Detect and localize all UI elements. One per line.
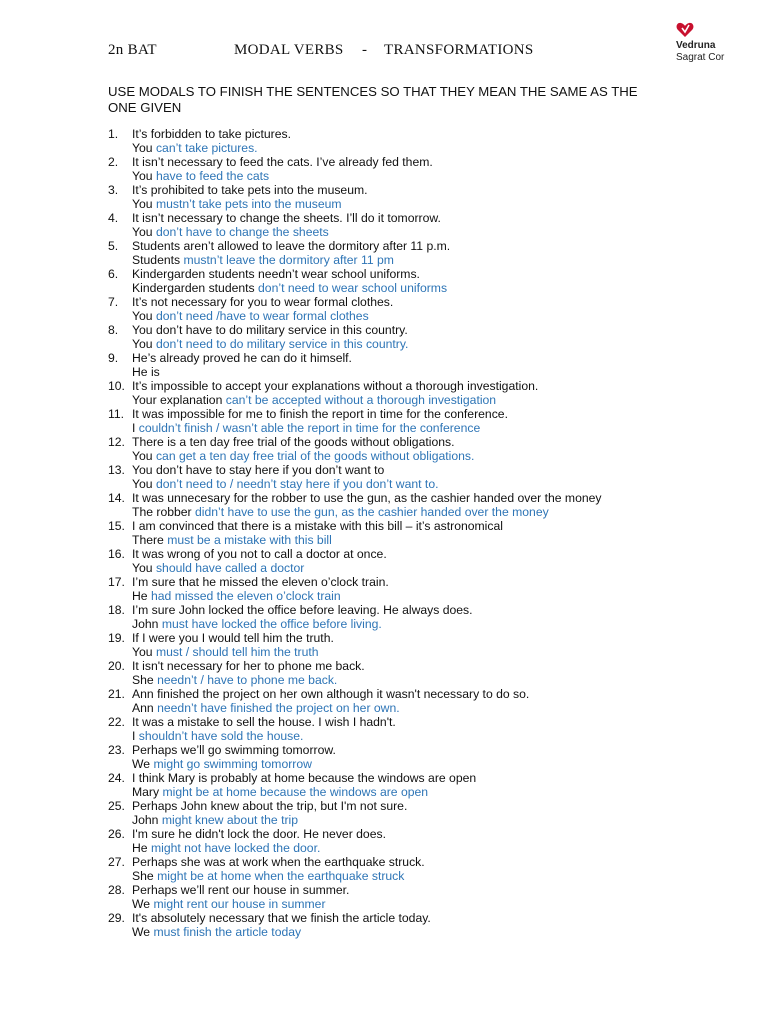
item-number: 7. [108,295,119,309]
item-question: Ann finished the project on her own although it wasn't necessary to do so. [132,687,530,701]
item-question: It was a mistake to sell the house. I wish I hadn't. [132,715,396,729]
item-question: It's absolutely necessary that we finish the article today. [132,911,431,925]
exercise-item [108,435,668,463]
item-number: 25. [108,799,125,813]
exercise-item [108,715,668,743]
item-number: 12. [108,435,125,449]
answer-text: needn’t / have to phone me back. [157,673,338,687]
answer-prefix: We [132,757,154,771]
item-question: I am convinced that there is a mistake with this bill – it’s astronomical [132,519,503,533]
exercise-item [108,771,668,799]
item-answer-line [132,253,394,267]
item-number: 4. [108,211,119,225]
item-number: 2. [108,155,119,169]
answer-text: have to feed the cats [155,169,270,183]
answer-prefix: You [132,449,156,463]
item-answer-line [132,645,319,659]
item-answer-line [132,757,312,771]
item-answer-line [132,589,341,603]
answer-text: can’t take pictures. [155,141,258,155]
item-question: Perhaps we’ll rent our house in summer. [132,883,350,897]
answer-text: needn’t have finished the project on her own. [157,701,400,715]
exercise-item [108,799,668,827]
exercise-item [108,295,668,323]
item-question: You don’t have to do military service in this country. [132,323,408,337]
page-header [108,42,668,64]
item-answer-line [132,421,480,435]
item-number: 8. [108,323,119,337]
answer-text: mustn’t take pets into the museum [155,197,342,211]
item-question: It’s forbidden to take pictures. [132,127,291,141]
answer-prefix: Students [132,253,184,267]
answer-text: might not have locked the door. [150,841,321,855]
item-answer-line [132,925,301,939]
answer-prefix: We [132,925,154,939]
answer-text: must have locked the office before living. [161,617,382,631]
answer-text: shouldn’t have sold the house. [138,729,304,743]
item-answer-line [132,673,337,687]
answer-text: don’t need to wear school uniforms [258,281,448,295]
item-number: 23. [108,743,125,757]
item-question: I’m sure that he missed the eleven o’clock train. [132,575,389,589]
item-answer-line [132,337,408,351]
answer-text: had missed the eleven o’clock train [150,589,341,603]
logo-text-line1: Vedruna [676,40,716,51]
item-question: It’s impossible to accept your explanations without a thorough investigation. [132,379,539,393]
item-question: There is a ten day free trial of the goods without obligations. [132,435,455,449]
item-answer-line [132,729,303,743]
exercise-list [108,127,668,939]
exercise-item [108,659,668,687]
answer-prefix: I [132,421,139,435]
answer-prefix: We [132,897,154,911]
school-logo [676,22,768,66]
item-number: 9. [108,351,119,365]
answer-text: didn’t have to use the gun, as the cashier handed over the money [195,505,549,519]
answer-text: can’t be accepted without a thorough investigation [225,393,497,407]
item-number: 16. [108,547,125,561]
answer-text: might be at home because the windows are open [162,785,429,799]
item-number: 20. [108,659,125,673]
item-number: 28. [108,883,125,897]
item-number: 14. [108,491,125,505]
item-answer-line [132,869,404,883]
answer-prefix: He [132,841,151,855]
item-number: 17. [108,575,125,589]
answer-prefix: He [132,589,151,603]
item-answer-line [132,561,304,575]
logo-text-line2: Sagrat Cor [676,52,725,63]
item-answer-line [132,281,447,295]
answer-text: don’t need /have to wear formal clothes [155,309,369,323]
answer-prefix: Ann [132,701,158,715]
answer-prefix: You [132,197,156,211]
item-answer-line [132,169,269,183]
exercise-item [108,155,668,183]
item-question: You don’t have to stay here if you don’t want to [132,463,385,477]
document-title: MODAL VERBS [234,42,344,58]
item-question: It isn’t necessary to feed the cats. I’ve already fed them. [132,155,433,169]
exercise-item [108,883,668,911]
exercise-item [108,127,668,155]
answer-text: mustn’t leave the dormitory after 11 pm [183,253,394,267]
answer-text: don’t have to change the sheets [155,225,329,239]
document-subtitle: TRANSFORMATIONS [384,42,534,58]
answer-prefix: You [132,337,156,351]
item-answer-line [132,225,329,239]
answer-prefix: There [132,533,168,547]
exercise-item [108,267,668,295]
item-question: It was wrong of you not to call a doctor at once. [132,547,387,561]
exercise-item [108,323,668,351]
item-answer-line [132,701,400,715]
item-question: It’s not necessary for you to wear formal clothes. [132,295,394,309]
exercise-item [108,547,668,575]
answer-text: can get a ten day free trial of the goods without obligations. [155,449,475,463]
answer-text: must finish the article today [153,925,302,939]
answer-prefix: She [132,673,158,687]
item-question: I think Mary is probably at home because the windows are open [132,771,477,785]
answer-prefix: The robber [132,505,196,519]
answer-text: might go swimming tomorrow [153,757,312,771]
item-question: Perhaps John knew about the trip, but I'm not sure. [132,799,408,813]
exercise-item [108,827,668,855]
item-number: 10. [108,379,125,393]
answer-prefix: John [132,813,162,827]
item-question: He’s already proved he can do it himself. [132,351,352,365]
answer-prefix: You [132,645,156,659]
item-number: 5. [108,239,119,253]
instructions: USE MODALS TO FINISH THE SENTENCES SO THAT THEY MEAN THE SAME AS THE ONE GIVEN [108,84,638,115]
item-number: 3. [108,183,119,197]
exercise-item [108,351,668,379]
item-question: Perhaps we’ll go swimming tomorrow. [132,743,336,757]
item-answer-line [132,533,332,547]
answer-prefix: Mary [132,785,163,799]
answer-text: must be a mistake with this bill [167,533,332,547]
answer-prefix: He is [132,365,160,379]
item-question: It’s prohibited to take pets into the museum. [132,183,368,197]
answer-text: should have called a doctor [155,561,305,575]
exercise-item [108,855,668,883]
item-number: 21. [108,687,125,701]
item-question: It was unnecesary for the robber to use the gun, as the cashier handed over the money [132,491,602,505]
item-answer-line [132,197,342,211]
item-answer-line [132,897,326,911]
item-answer-line [132,617,382,631]
answer-prefix: John [132,617,162,631]
item-answer-line [132,813,298,827]
exercise-item [108,239,668,267]
answer-text: don’t need to do military service in this country. [155,337,409,351]
item-question: Kindergarden students needn’t wear school uniforms. [132,267,420,281]
item-answer-line [132,477,439,491]
exercise-item [108,631,668,659]
item-number: 15. [108,519,125,533]
answer-text: might rent our house in summer [153,897,326,911]
item-number: 29. [108,911,125,925]
item-question: If I were you I would tell him the truth. [132,631,334,645]
item-number: 11. [108,407,125,421]
exercise-item [108,379,668,407]
item-number: 22. [108,715,125,729]
exercise-item [108,407,668,435]
exercise-item [108,211,668,239]
item-number: 24. [108,771,125,785]
item-answer-line [132,309,369,323]
exercise-item [108,491,668,519]
item-answer-line [132,841,320,855]
answer-prefix: Kindergarden students [132,281,259,295]
answer-prefix: Your explanation [132,393,226,407]
item-answer-line [132,785,428,799]
exercise-item [108,603,668,631]
answer-text: might be at home when the earthquake struck [157,869,405,883]
item-question: Students aren’t allowed to leave the dormitory after 11 p.m. [132,239,451,253]
answer-prefix: You [132,477,156,491]
item-question: I'm sure he didn't lock the door. He never does. [132,827,386,841]
item-answer-line [132,505,549,519]
item-number: 18. [108,603,125,617]
course-label: 2n BAT [108,42,157,58]
answer-prefix: She [132,869,158,883]
answer-prefix: You [132,141,156,155]
item-question: Perhaps she was at work when the earthquake struck. [132,855,425,869]
heart-logo-icon [676,22,694,38]
exercise-item [108,183,668,211]
exercise-item [108,911,668,939]
title-separator: - [362,42,368,58]
answer-prefix: You [132,169,156,183]
item-number: 1. [108,127,119,141]
item-question: I’m sure John locked the office before leaving. He always does. [132,603,473,617]
item-answer-line [132,141,258,155]
item-answer-line [132,393,496,407]
item-number: 13. [108,463,125,477]
exercise-item [108,687,668,715]
item-question: It was impossible for me to finish the report in time for the conference. [132,407,508,421]
item-question: It isn't necessary for her to phone me back. [132,659,365,673]
item-number: 26. [108,827,125,841]
exercise-item [108,463,668,491]
answer-text: don’t need to / needn’t stay here if you don’t want to. [155,477,439,491]
exercise-item [108,743,668,771]
answer-text: must / should tell him the truth [155,645,319,659]
answer-text: couldn’t finish / wasn’t able the report in time for the conference [138,421,481,435]
item-number: 27. [108,855,125,869]
item-question: It isn’t necessary to change the sheets. I’ll do it tomorrow. [132,211,441,225]
item-answer-line [132,365,160,379]
answer-prefix: I [132,729,139,743]
exercise-item [108,519,668,547]
answer-text: might knew about the trip [161,813,298,827]
answer-prefix: You [132,309,156,323]
exercise-item [108,575,668,603]
answer-prefix: You [132,225,156,239]
item-number: 19. [108,631,125,645]
item-answer-line [132,449,474,463]
answer-prefix: You [132,561,156,575]
item-number: 6. [108,267,119,281]
